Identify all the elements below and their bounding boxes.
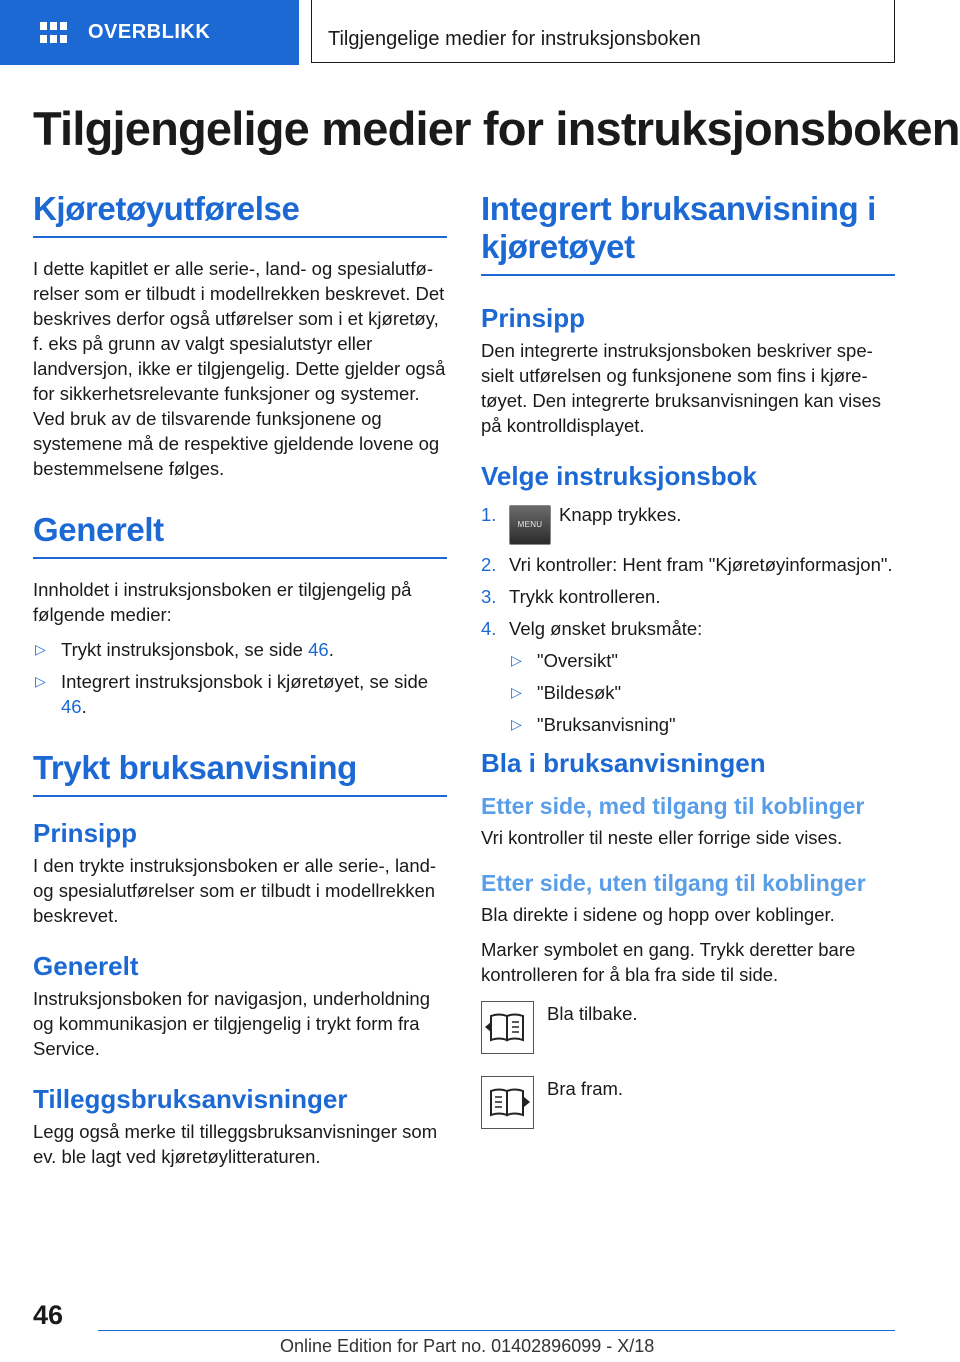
overview-tab-label: OVERBLIKK (88, 21, 211, 43)
subheading-uten-koblinger: Etter side, uten tilgang til koblinger (481, 870, 866, 896)
list-item: 3. Trykk kontrolleren. (481, 586, 661, 607)
list-item: ▷ "Oversikt" (511, 650, 618, 671)
media-list (33, 637, 447, 719)
overview-tab[interactable] (0, 0, 299, 65)
section-heading-integrert: Integrert bruksanvisning i kjøretøyet (481, 190, 895, 276)
left-column (33, 190, 447, 1179)
subheading-tilleggsbruksanvisninger: Tilleggsbruksanvisninger (33, 1084, 348, 1114)
section-heading-trykt-bruksanvisning: Trykt bruksanvisning (33, 749, 447, 797)
book-back-icon (481, 1001, 534, 1054)
subheading-bla: Bla i bruksanvisningen (481, 748, 766, 778)
body-prinsipp: I den trykte instruksjonsboken er alle serie-, land- og spesialutførelser som er tilbudt i modellrekken beskrevet. (33, 855, 437, 926)
triangle-bullet-icon: ▷ (35, 673, 46, 689)
book-forward-icon (481, 1076, 534, 1129)
forward-label: Bra fram. (547, 1078, 624, 1099)
subheading-velge-instruksjonsbok: Velge instruksjonsbok (481, 461, 757, 491)
triangle-bullet-icon: ▷ (511, 716, 522, 732)
grid-icon (40, 22, 68, 44)
list-item: ▷ "Bruksanvisning" (511, 714, 676, 735)
list-item: ▷ Integrert instruksjonsbok i kjøretøyet, se side 46. (35, 671, 429, 717)
body-prinsipp-integrert: Den integrerte instruksjonsboken beskriver spesielt utførelsen og funksjonene som fins i kjøretøyet. Den integrerte bruksanvisningen kan vises på kontrolldisplayet. (481, 340, 882, 436)
body-uten-koblinger-1: Bla direkte i sidene og hopp over koblinger. (481, 904, 835, 925)
subheading-med-koblinger: Etter side, med tilgang til koblinger (481, 793, 865, 819)
footer-edition: Online Edition for Part no. 01402896099 - X/18 (280, 1336, 655, 1356)
body-uten-koblinger-2: Marker symbolet en gang. Trykk deretter bare kontrolleren for å bla fra side til side. (481, 939, 856, 985)
breadcrumb: Tilgjengelige medier for instruksjonsboken (311, 0, 895, 63)
back-label: Bla tilbake. (547, 1003, 638, 1024)
triangle-bullet-icon: ▷ (511, 652, 522, 668)
substeps-list (509, 648, 895, 737)
body-tilleggsbruksanvisninger: Legg også merke til tilleggsbruksanvisninger som ev. ble lagt ved kjøretøylitteraturen. (33, 1121, 438, 1167)
triangle-bullet-icon: ▷ (35, 641, 46, 657)
section-body-generelt: Innholdet i instruksjonsboken er tilgjengelig på følgende medier: (33, 579, 412, 625)
body-med-koblinger: Vri kontroller til neste eller forrige side vises. (481, 827, 843, 848)
subheading-prinsipp-integrert: Prinsipp (481, 303, 586, 333)
forward-row (481, 1076, 895, 1129)
footer-divider (98, 1330, 895, 1331)
list-item: 2. Vri kontroller: Hent fram "Kjøretøyinformasjon". (481, 554, 893, 575)
page-number: 46 (33, 1300, 64, 1330)
subheading-prinsipp: Prinsipp (33, 818, 138, 848)
back-row (481, 1001, 895, 1054)
subheading-generelt: Generelt (33, 951, 139, 981)
list-item: ▷ Trykt instruksjonsbok, se side 46. (35, 639, 334, 660)
list-item: 4. Velg ønsket bruksmåte: ▷ "Oversikt" ▷ "Bildesøk" ▷ "Bruksanvisning" (481, 616, 895, 737)
menu-button-icon: MENU (509, 505, 551, 545)
page-link[interactable]: 46 (61, 696, 82, 717)
triangle-bullet-icon: ▷ (511, 684, 522, 700)
section-body-kjoretoyutforelse: I dette kapitlet er alle serie-, land- og spesialutførelser som er tilbudt i modellrekken beskrevet. Det beskrives derfor også utførelser som i et kjøretøy, f. eks på grunn av valgt spesialutstyr eller landversjon, ikke er tilgjengelig. Dette gjelder også for sikkerhetsrelevante funksjoner og systemer. Ved bruk av de tilsvarende funksjonene og systemene må de respektive gjeldende lovene og bestemmelsene følges. (33, 258, 446, 479)
steps-list (481, 502, 895, 737)
list-item: ▷ "Bildesøk" (511, 682, 622, 703)
section-heading-kjoretoyutforelse: Kjøretøyutførelse (33, 190, 447, 238)
right-column (481, 190, 895, 1129)
body-generelt: Instruksjonsboken for navigasjon, underholdning og kommunikasjon er tilgjengelig i trykt form fra Service. (33, 988, 430, 1059)
page-link[interactable]: 46 (308, 639, 329, 660)
section-heading-generelt: Generelt (33, 511, 447, 559)
list-item: 1. MENU Knapp trykkes. (481, 502, 895, 545)
page-title: Tilgjengelige medier for instruksjonsboken (33, 102, 960, 155)
